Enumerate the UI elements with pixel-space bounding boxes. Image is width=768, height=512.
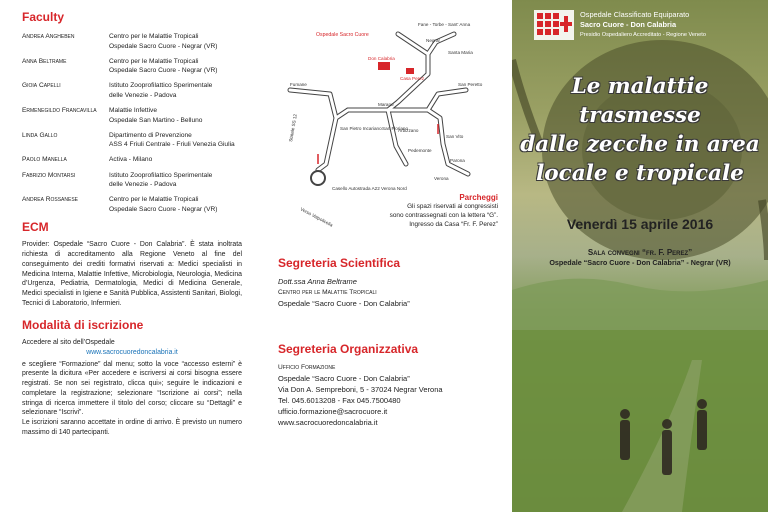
parking-info (390, 193, 498, 229)
faculty-name: Paolo Manella (22, 156, 67, 164)
faculty-institution: Ospedale Sacro Cuore - Negrar (VR) (109, 67, 218, 75)
faculty-institution: Malattie Infettive (109, 107, 158, 115)
hospital-line-1: Ospedale Classificato Equiparato (580, 10, 690, 19)
segreteria-scientifica (278, 256, 498, 309)
iscrizione-heading: Modalità di iscrizione (22, 318, 144, 333)
map-label-san-floriano: San Floriano (382, 126, 409, 131)
roundabout-icon (311, 171, 325, 185)
map-label-arbizzano: Arbizzano (398, 128, 419, 133)
faculty-list (22, 32, 242, 214)
hospital-website-link[interactable]: www.sacrocuoredoncalabria.it (86, 349, 178, 357)
ecm-text: Provider: Ospedale “Sacro Cuore - Don Calabria”. È stata inoltrata richiesta di accreditamento alla Regione Veneto al fine del conseguimento dei crediti formativi riservati a: Medici specialisti in Medicina Interna, Malattie Infettive, Microbiologia, Neurologia, Medicina d’Urgenza, Pediatria, Dermatologia, Medici di Medicina Generale, Medici specialisti in Igiene e Sanità Pubblica, Assistenti Sanitari, Biologi, Tecnici di Laboratorio, Infermieri. (22, 241, 242, 307)
segreteria-scientifica-name: Dott.ssa Anna Beltrame (278, 277, 357, 286)
faculty-institution: Ospedale Sacro Cuore - Negrar (VR) (109, 42, 218, 50)
map-label-casello: Casello Autostrada A22 Verona Nord (332, 186, 407, 191)
event-title-line: dalle zecche in area (520, 132, 760, 157)
map-label-casa-perez: Casa Perez (400, 76, 425, 81)
map-label-statale: Statale SS 12 (288, 113, 298, 143)
map-label-pedemonte: Pedemonte (408, 148, 432, 153)
faculty-member (22, 131, 242, 150)
cover-panel (512, 0, 768, 512)
left-panel (0, 0, 256, 512)
map-label-san-peretto: San Peretto (458, 82, 483, 87)
faculty-name: Gioia Capelli (22, 82, 61, 90)
faculty-institution: delle Venezie - Padova (109, 181, 177, 189)
map-label-marano: Marano (378, 102, 394, 107)
faculty-name: Andrea Angheben (22, 33, 75, 40)
iscrizione-intro: Accedere al sito dell’Ospedale (22, 339, 115, 347)
event-title-line: trasmesse (579, 103, 701, 128)
segreteria-organizzativa-web-link[interactable]: www.sacrocuoredoncalabria.it (278, 418, 378, 427)
map-label-parona: Parona (450, 158, 465, 163)
hospital-marker-icon (378, 62, 390, 70)
map-label-fane: Fane - Torbe - Sant' Anna (418, 22, 471, 27)
faculty-member (22, 57, 242, 76)
map-label-san-pietro: San Pietro Incariano (340, 126, 382, 131)
parking-line: sono contrassegnati con la lettera “G”. (389, 212, 498, 219)
hospital-line-3: Presidio Ospedaliero Accreditato - Regione Veneto (580, 32, 706, 38)
faculty-heading: Faculty (22, 10, 65, 24)
faculty-institution: Activa - Milano (109, 156, 153, 164)
segreteria-scientifica-heading: Segreteria Scientifica (278, 256, 401, 270)
venue-hospital: Ospedale “Sacro Cuore - Don Calabria” - Negrar (VR) (549, 258, 731, 267)
ecm-heading: ECM (22, 220, 49, 235)
segreteria-organizzativa-address: Via Don A. Sempreboni, 5 - 37024 Negrar Verona (278, 385, 443, 394)
parking-line: Gli spazi riservati ai congressisti (407, 203, 498, 210)
faculty-institution: ASS 4 Friuli Centrale - Friuli Venezia Giulia (109, 141, 235, 149)
faculty-institution: delle Venezie - Padova (109, 91, 177, 99)
faculty-institution: Dipartimento di Prevenzione (109, 131, 192, 139)
map-label-don-calabria: Don Calabria (368, 56, 395, 61)
faculty-name: Ermenegildo Francavilla (22, 107, 97, 115)
faculty-institution: Centro per le Malattie Tropicali (109, 57, 199, 65)
faculty-institution: Centro per le Malattie Tropicali (109, 33, 199, 40)
event-title-line: Le malattie (571, 74, 709, 99)
map-label-san-vito: San Vito (446, 134, 464, 139)
map-label-verona: Verona (434, 176, 449, 181)
faculty-name: Fabrizio Montarsi (22, 171, 76, 179)
segreteria-scientifica-org: Ospedale “Sacro Cuore - Don Calabria” (278, 299, 410, 308)
iscrizione-text-2: Le iscrizioni saranno accettate in ordine di arrivo. È previsto un numero massimo di 140 partecipanti. (22, 418, 242, 436)
segreteria-organizzativa-office: Ufficio Formazione (278, 364, 336, 371)
hospital-line-2: Sacro Cuore - Don Calabria (580, 20, 677, 29)
parking-line: Ingresso da Casa “Fr. F. Perez” (409, 221, 498, 228)
faculty-member (22, 195, 242, 214)
venue-hall: Sala convegni “fr. F. Perez” (587, 248, 693, 257)
event-venue (512, 248, 768, 268)
event-date: Venerdì 15 aprile 2016 (566, 216, 714, 232)
faculty-institution: Istituto Zooprofilattico Sperimentale (109, 82, 213, 90)
iscrizione-text: e scegliere “Formazione” dal menu; sotto la voce “accesso esterni” è presente la dicitura «Per accedere e iscriversi ai corsi bisogna essere registrati. Se non sei registrato, clicca qui»; seguire le indicazioni e completare la registrazione; selezionare “Iscrizione ai corsi”; nella stringa di ricerca immettere il titolo del corso; cliccare su “Dettagli” e selezionare “Iscrivi”. (22, 360, 242, 417)
segreteria-organizzativa-org: Ospedale “Sacro Cuore - Don Calabria” (278, 374, 410, 383)
hospital-logo-icon (534, 10, 574, 40)
faculty-institution: Ospedale San Martino - Belluno (109, 116, 203, 124)
segreteria-scientifica-dept: Centro per le Malattie Tropicali (278, 289, 377, 296)
hospital-header (534, 10, 706, 40)
faculty-member (22, 155, 242, 165)
map-label-negrar: Negrar (426, 38, 441, 43)
faculty-name: Andrea Rossanese (22, 196, 79, 204)
faculty-member (22, 106, 242, 125)
middle-panel (256, 0, 512, 512)
faculty-name: Linda Gallo (22, 131, 58, 139)
map-label-valpolicella: Verso Valpolicella (299, 206, 334, 228)
event-title (512, 72, 768, 188)
faculty-member (22, 81, 242, 100)
map-label-fumane: Fumane (290, 82, 307, 87)
segreteria-organizzativa-email[interactable]: ufficio.formazione@sacrocuore.it (278, 407, 388, 416)
map-label-santa-maria: Santa Maria (448, 50, 473, 55)
event-title-line: locale e tropicale (536, 161, 744, 186)
parking-title: Parcheggi (459, 193, 498, 202)
map-label-hospital: Ospedale Sacro Cuore (316, 32, 369, 38)
segreteria-organizzativa (278, 342, 498, 428)
segreteria-organizzativa-phone: Tel. 045.6013208 - Fax 045.7500480 (278, 396, 401, 405)
casa-perez-marker-icon (406, 68, 414, 74)
faculty-institution: Centro per le Malattie Tropicali (109, 196, 199, 204)
faculty-institution: Istituto Zooprofilattico Sperimentale (109, 171, 213, 179)
faculty-name: Anna Beltrame (22, 57, 67, 65)
faculty-member (22, 171, 242, 190)
faculty-institution: Ospedale Sacro Cuore - Negrar (VR) (109, 205, 218, 213)
segreteria-organizzativa-heading: Segreteria Organizzativa (278, 342, 419, 356)
faculty-member (22, 32, 242, 51)
